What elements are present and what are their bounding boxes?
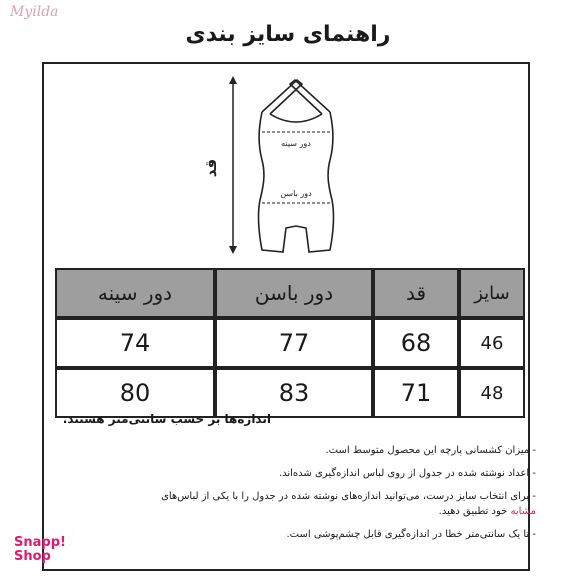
logo-line-1: Snapp! <box>14 535 66 550</box>
hip-label: دور باسن <box>280 189 312 198</box>
header-chest: دور سینه <box>55 268 215 318</box>
logo-line-2: Shop <box>14 549 51 564</box>
cell-chest: 74 <box>55 318 215 368</box>
cell-size: 48 <box>459 368 525 418</box>
header-height: قد <box>373 268 459 318</box>
table-row <box>55 318 525 368</box>
size-table <box>55 268 525 418</box>
header-size: سایز <box>459 268 525 318</box>
cell-height: 71 <box>373 368 459 418</box>
cell-hip: 83 <box>215 368 373 418</box>
snappshop-logo <box>14 536 76 564</box>
chest-label: دور سینه <box>281 139 311 148</box>
note-item: - میزان کشسانی پارچه این محصول متوسط است. <box>325 445 536 456</box>
cell-height: 68 <box>373 318 459 368</box>
note-item: - تا یک سانتی‌متر خطا در اندازه‌گیری قابل چشم‌پوشی است. <box>286 529 536 540</box>
note-text: خود تطبیق دهید. <box>438 506 511 517</box>
cell-chest: 80 <box>55 368 215 418</box>
notes-list <box>66 443 536 550</box>
cell-size: 46 <box>459 318 525 368</box>
note-text: - برای انتخاب سایز درست، می‌توانید اندازه‌های نوشته شده در جدول را با یکی از لباس‌های <box>161 491 536 502</box>
unit-note: اندازه‌ها بر حسب سانتی‌متر هستند. <box>62 412 271 426</box>
note-highlight: مشابه <box>510 506 536 517</box>
note-item: - اعداد نوشته شده در جدول از روی لباس اندازه‌گیری شده‌اند. <box>278 468 536 479</box>
table-header-row <box>55 268 525 318</box>
page-title: راهنمای سایز بندی <box>185 22 391 47</box>
header-hip: دور باسن <box>215 268 373 318</box>
height-label: قد <box>202 158 220 178</box>
note-item <box>66 489 536 519</box>
cell-hip: 77 <box>215 318 373 368</box>
brand-logo: Myilda <box>10 4 59 20</box>
table-row <box>55 368 525 418</box>
